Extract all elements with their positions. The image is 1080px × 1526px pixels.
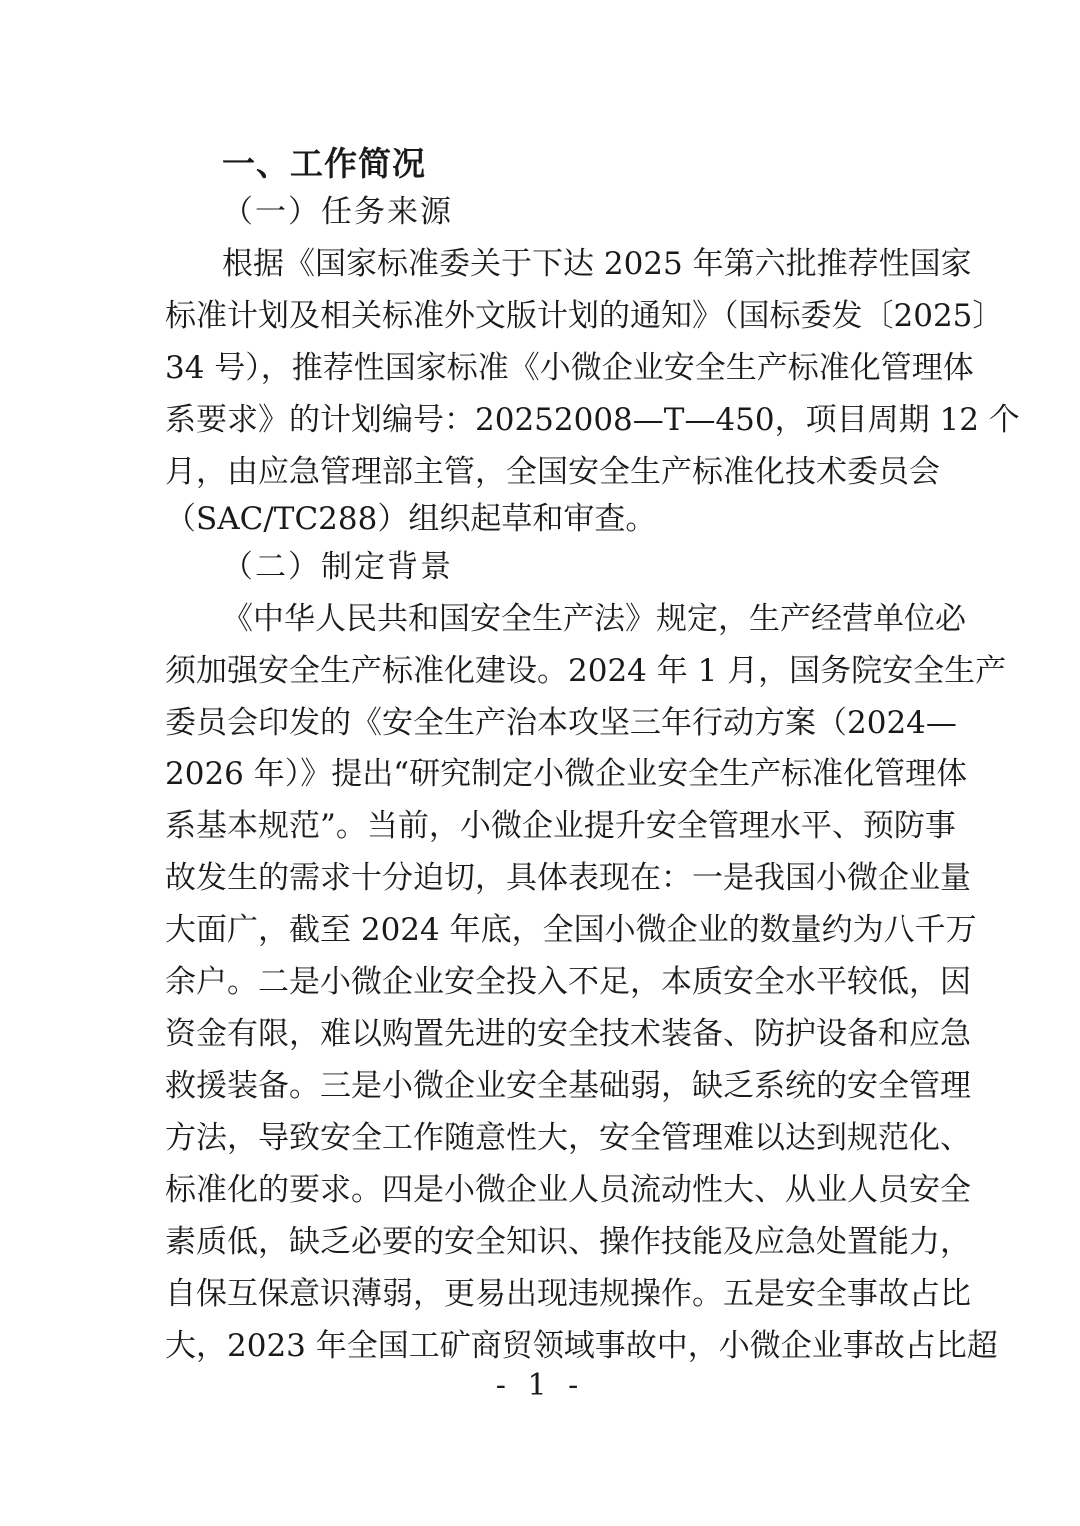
paragraph-line: 《中华人民共和国安全生产法》规定，生产经营单位必 xyxy=(222,601,966,637)
paragraph-line: 故发生的需求十分迫切，具体表现在：一是我国小微企业量 xyxy=(165,860,971,896)
paragraph-line: 系基本规范”。当前，小微企业提升安全管理水平、预防事 xyxy=(165,808,956,844)
paragraph-line: 系要求》的计划编号：20252008—T—450，项目周期 12 个 xyxy=(165,402,1020,438)
paragraph-line: 标准化的要求。四是小微企业人员流动性大、从业人员安全 xyxy=(165,1172,971,1208)
paragraph-line: 余户。二是小微企业安全投入不足，本质安全水平较低，因 xyxy=(165,964,971,1000)
paragraph-line: 标准计划及相关标准外文版计划的通知》（国标委发〔2025〕 xyxy=(165,298,1004,334)
paragraph-line: 须加强安全生产标准化建设。2024 年 1 月，国务院安全生产 xyxy=(165,653,1007,689)
paragraph-line: （SAC/TC288）组织起草和审查。 xyxy=(165,501,657,537)
paragraph-line: 月，由应急管理部主管，全国安全生产标准化技术委员会 xyxy=(165,454,940,490)
paragraph-line: 2026 年）》提出“研究制定小微企业安全生产标准化管理体 xyxy=(165,756,968,792)
paragraph-line: 大，2023 年全国工矿商贸领域事故中，小微企业事故占比超 xyxy=(165,1328,998,1364)
paragraph-line: 34 号），推荐性国家标准《小微企业安全生产标准化管理体 xyxy=(165,350,974,386)
paragraph-line: 委员会印发的《安全生产治本攻坚三年行动方案（2024— xyxy=(165,705,957,741)
subsection-heading-task-source: （一）任务来源 xyxy=(222,194,453,230)
paragraph-line: 大面广，截至 2024 年底，全国小微企业的数量约为八千万 xyxy=(165,912,977,948)
page-number: - 1 - xyxy=(495,1368,585,1403)
paragraph-line: 救援装备。三是小微企业安全基础弱，缺乏系统的安全管理 xyxy=(165,1068,971,1104)
paragraph-line: 方法，导致安全工作随意性大，安全管理难以达到规范化、 xyxy=(165,1120,971,1156)
paragraph-line: 素质低，缺乏必要的安全知识、操作技能及应急处置能力， xyxy=(165,1224,971,1260)
subsection-heading-background: （二）制定背景 xyxy=(222,549,453,585)
paragraph-line: 资金有限，难以购置先进的安全技术装备、防护设备和应急 xyxy=(165,1016,971,1052)
paragraph-line: 根据《国家标准委关于下达 2025 年第六批推荐性国家 xyxy=(222,246,972,282)
paragraph-line: 自保互保意识薄弱，更易出现违规操作。五是安全事故占比 xyxy=(165,1276,971,1312)
section-heading: 一、工作简况 xyxy=(222,144,426,183)
